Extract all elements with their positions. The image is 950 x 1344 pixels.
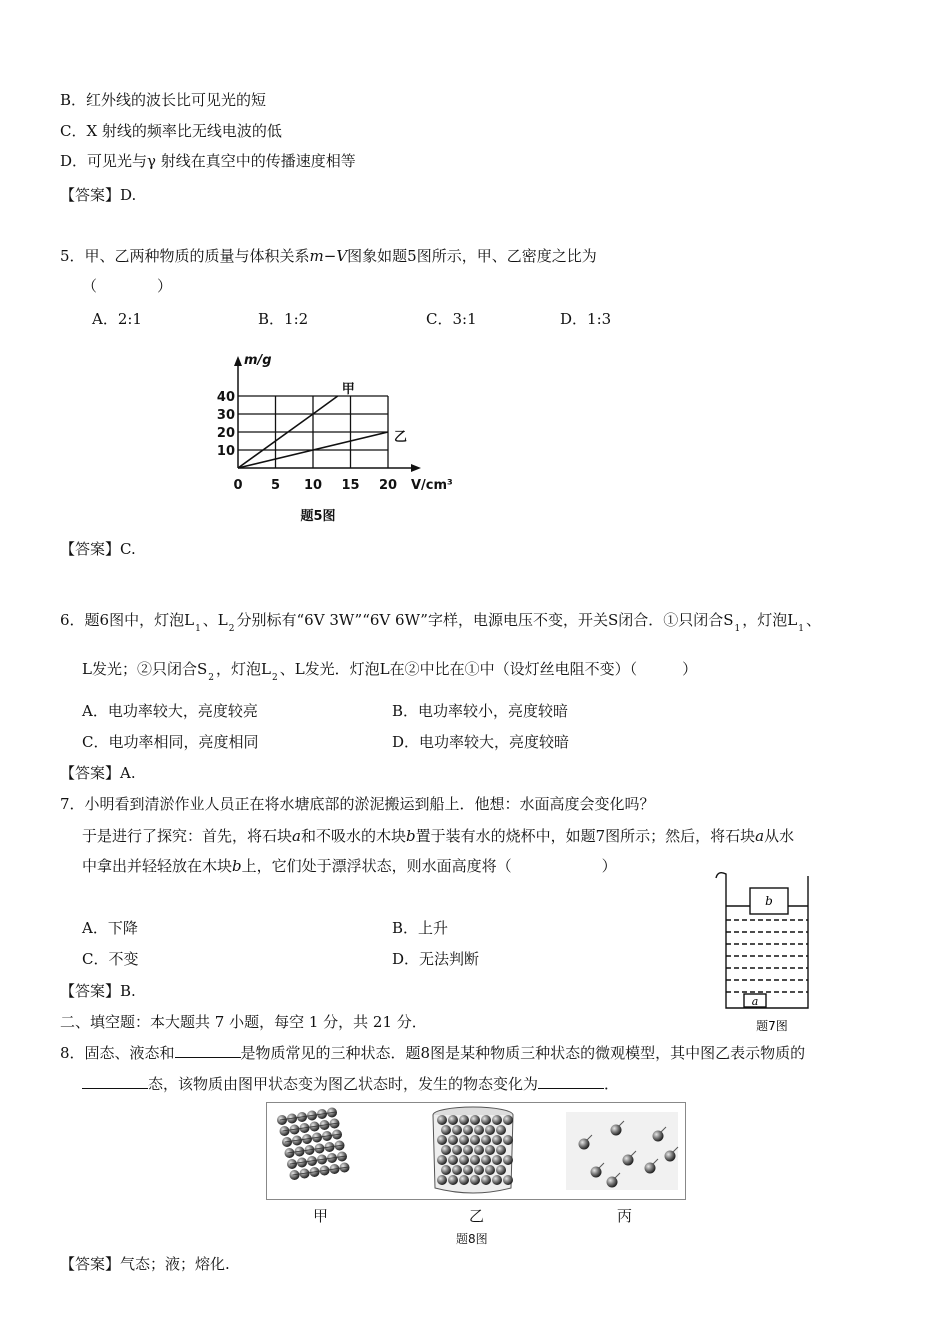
gas-particle [645,1163,656,1174]
series-label-jia: 甲 [341,382,355,397]
liquid-particle [503,1175,513,1185]
q4-option-d: D．可见光与γ 射线在真空中的传播速度相等 [60,152,356,170]
section-2-heading: 二、填空题：本大题共 7 小题，每空 1 分，共 21 分． [60,1013,427,1031]
q7-var-b: b [405,827,416,845]
q6-sub: 2 [228,624,235,634]
liquid-particle [470,1135,480,1145]
q7-option-d: D．无法判断 [392,950,480,968]
q7-text: 置于装有水的烧杯中，如题7图所示；然后，将石块 [415,827,756,845]
liquid-particle [485,1165,495,1175]
liquid-particle [485,1125,495,1135]
q5-answer: 【答案】C. [60,540,136,558]
q5-stem-var: m−V [309,247,348,265]
q5-option-b: B．1:2 [258,310,309,328]
liquid-particle [481,1175,491,1185]
x-tick-label: 10 [303,478,323,493]
gas-particle [607,1177,618,1188]
liquid-particle [437,1175,447,1185]
q7-answer: 【答案】B. [60,982,136,1000]
liquid-particle [503,1155,513,1165]
q7-stem-line1: 7．小明看到清淤作业人员正在将水塘底部的淤泥搬运到船上．他想：水面高度会变化吗？ [60,795,655,813]
q6-text: 、L [202,611,228,629]
liquid-particle [452,1165,462,1175]
q6-option-c: C．电功率相同，亮度相同 [82,733,259,751]
q6-option-a: A．电功率较大，亮度较亮 [82,702,258,720]
q6-answer: 【答案】A. [60,764,136,782]
q7-text: 上，它们处于漂浮状态，则水面高度将（ ） [241,857,617,875]
liquid-particle [470,1155,480,1165]
gas-molecules-model [566,1112,678,1190]
q6-text: 、L发光．灯泡L在②中比在①中（设灯丝电阻不变）（ ） [279,660,698,678]
liquid-particle [459,1115,469,1125]
liquid-particle [437,1135,447,1145]
q8-stem-line1 [60,1043,805,1063]
liquid-particle [492,1155,502,1165]
liquid-particle [452,1145,462,1155]
q7-option-a: A．下降 [82,919,138,937]
q7-fig-caption: 题7图 [756,1019,788,1033]
q5-stem [60,246,597,266]
q8-states-figure [266,1102,686,1200]
q6-stem-line2 [82,659,697,682]
q7-var-a: a [292,827,301,845]
q8-label-jia: 甲 [313,1207,329,1225]
q6-text: ，灯泡L [742,611,798,629]
x-tick-label: 15 [341,478,360,493]
y-axis-arrow [234,356,242,366]
liquid-particle [452,1125,462,1135]
q6-sub: 1 [798,624,804,634]
liquid-particle [448,1135,458,1145]
gas-particle [665,1151,676,1162]
liquid-particle [481,1155,491,1165]
q5-mass-volume-chart [205,348,465,533]
q8-blank-3[interactable] [538,1074,604,1089]
liquid-particle [459,1155,469,1165]
liquid-particle [503,1115,513,1125]
q8-blank-2[interactable] [82,1074,148,1089]
liquid-particle [463,1125,473,1135]
q7-beaker-figure [706,868,826,1043]
liquid-particle [503,1135,513,1145]
liquid-particle [441,1165,451,1175]
q7-var-b: b [232,857,242,875]
liquid-particle [492,1175,502,1185]
liquid-particle [481,1115,491,1125]
x-axis-label: V/cm³ [411,478,453,493]
y-tick-label: 20 [216,426,235,441]
q5-stem-b: 图象如题5图所示，甲、乙密度之比为 [347,247,597,265]
q8-text: ． [604,1075,620,1093]
gas-particle [653,1131,664,1142]
q7-var-a: a [755,827,765,845]
liquid-particle [470,1115,480,1125]
q6-text: ，灯泡L [215,660,271,678]
q6-text: 分别标有“6V 3W”“6V 6W”字样，电源电压不变，开关S闭合．①只闭合S [236,611,734,629]
liquid-particle [474,1165,484,1175]
q5-stem-a: 5．甲、乙两种物质的质量与体积关系 [60,247,310,265]
liquid-particle [459,1135,469,1145]
q8-text: 态，该物质由图甲状态变为图乙状态时，发生的物态变化为 [148,1075,539,1093]
liquid-beaker-model [433,1107,513,1193]
q7-text: 和不吸水的木块 [300,827,406,845]
q5-paren: （ ） [82,277,173,295]
q6-option-d: D．电功率较大，亮度较暗 [392,733,570,751]
liquid-particle [441,1145,451,1155]
liquid-particle [448,1175,458,1185]
q6-sub: 2 [208,673,214,683]
q6-stem-line1 [60,610,821,633]
q7-text: 中拿出并轻轻放在木块 [82,857,233,875]
liquid-particle [459,1175,469,1185]
liquid-particle [470,1175,480,1185]
y-axis-label: m/g [244,353,272,368]
gas-particle [579,1139,590,1150]
y-tick-label: 30 [216,408,235,423]
liquid-particle [481,1135,491,1145]
q6-text: L发光；②只闭合S [82,660,208,678]
liquid-particle [448,1155,458,1165]
q6-text: 、 [805,611,821,629]
liquid-particle [496,1165,506,1175]
q6-sub: 2 [271,673,278,683]
q4-option-b: B．红外线的波长比可见光的短 [60,91,267,109]
q8-label-bing: 丙 [617,1207,633,1225]
q4-option-c: C．X 射线的频率比无线电波的低 [60,122,282,140]
liquid-particle [448,1115,458,1125]
q5-option-d: D．1:3 [560,310,612,328]
liquid-particle [496,1145,506,1155]
gas-particle [623,1155,634,1166]
q7-option-c: C．不变 [82,950,139,968]
q6-text: 6．题6图中，灯泡L [60,611,195,629]
q8-text: 是物质常见的三种状态．题8图是某种物质三种状态的微观模型，其中图乙表示物质的 [240,1044,806,1062]
y-tick-label: 40 [216,390,235,405]
x-axis-arrow [411,464,421,472]
x-tick-label: 0 [233,478,243,493]
liquid-particle [441,1125,451,1135]
q6-sub: 1 [195,624,201,634]
liquid-particle [492,1135,502,1145]
q4-answer: 【答案】D. [60,186,137,204]
q6-option-b: B．电功率较小，亮度较暗 [392,702,569,720]
q6-sub: 1 [734,624,741,634]
q5-option-a: A．2:1 [92,310,142,328]
q8-blank-1[interactable] [175,1043,241,1058]
liquid-particle [485,1145,495,1155]
x-tick-label: 5 [270,478,281,493]
label-a: a [751,995,759,1008]
q7-stem-line3 [82,856,617,876]
q8-label-yi: 乙 [469,1207,485,1225]
liquid-particle [492,1115,502,1125]
q8-stem-line2 [82,1074,619,1094]
x-tick-label: 20 [378,478,398,493]
q8-text: 8．固态、液态和 [60,1044,175,1062]
gas-particle [611,1125,622,1136]
liquid-particle [463,1145,473,1155]
liquid-particle [474,1125,484,1135]
q7-text: 于是进行了探究：首先，将石块 [82,827,293,845]
gas-particle [591,1167,602,1178]
liquid-particle [474,1145,484,1155]
q8-answer: 【答案】气态；液；熔化. [60,1255,230,1273]
q5-option-c: C．3:1 [426,310,477,328]
q8-fig-caption: 题8图 [456,1232,488,1246]
liquid-particle [463,1165,473,1175]
chart-caption: 题5图 [300,509,336,524]
y-tick-label: 10 [216,444,235,459]
series-label-yi: 乙 [394,430,408,445]
liquid-particle [496,1125,506,1135]
q7-text: 从水 [764,827,795,845]
liquid-particle [437,1115,447,1125]
q7-option-b: B．上升 [392,919,449,937]
label-b: b [765,894,773,908]
liquid-particle [437,1155,447,1165]
q7-stem-line2 [82,826,794,846]
